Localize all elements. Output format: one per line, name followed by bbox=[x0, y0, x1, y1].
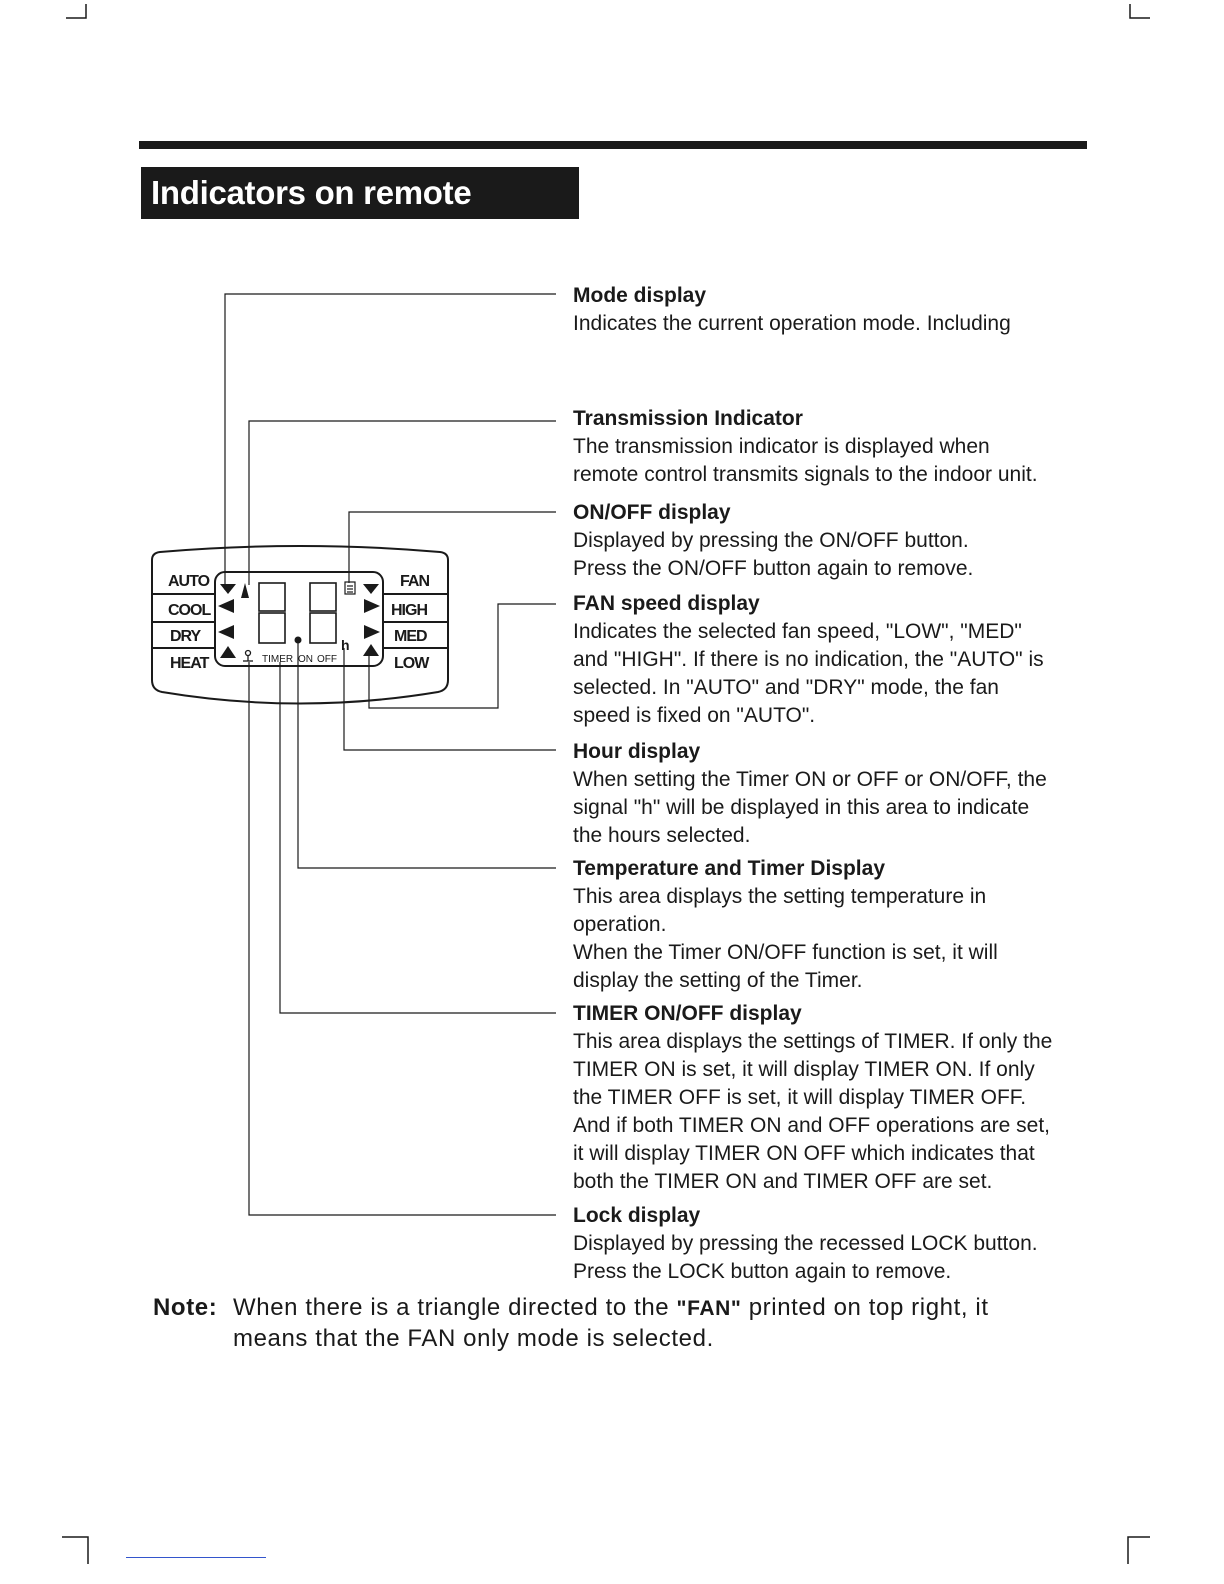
fan-arrow-low bbox=[363, 644, 379, 656]
remote-outline bbox=[152, 546, 448, 704]
note bbox=[153, 1293, 989, 1354]
desc-heading: Transmission Indicator bbox=[573, 407, 803, 430]
transmission-icon bbox=[241, 583, 249, 598]
desc-line: the hours selected. bbox=[573, 824, 751, 847]
desc-line: When the Timer ON/OFF function is set, it will bbox=[573, 941, 998, 964]
on-off-icon bbox=[345, 582, 355, 594]
desc-mode-display bbox=[573, 282, 1113, 338]
timer-off-label: OFF bbox=[317, 654, 337, 665]
desc-line: TIMER ON is set, it will display TIMER ON. If only bbox=[573, 1058, 1035, 1081]
lock-icon bbox=[243, 651, 253, 662]
fan-label-high: HIGH bbox=[391, 602, 427, 619]
desc-line: And if both TIMER ON and OFF operations are set, bbox=[573, 1114, 1050, 1137]
desc-line: This area displays the setting temperature in bbox=[573, 885, 987, 908]
desc-line: Indicates the selected fan speed, "LOW", "MED" bbox=[573, 620, 1022, 643]
desc-line: it will display TIMER ON OFF which indicates that bbox=[573, 1142, 1035, 1165]
desc-line: Press the ON/OFF button again to remove. bbox=[573, 557, 974, 580]
fan-arrow-fan bbox=[363, 584, 379, 594]
lcd-panel bbox=[215, 572, 383, 666]
mode-arrow-cool bbox=[218, 599, 234, 613]
desc-lock-display bbox=[573, 1202, 1113, 1286]
desc-line: When setting the Timer ON or OFF or ON/OFF, the bbox=[573, 768, 1047, 791]
desc-line: This area displays the settings of TIMER. If only the bbox=[573, 1030, 1053, 1053]
timer-on-label: ON bbox=[298, 654, 313, 665]
desc-heading: Temperature and Timer Display bbox=[573, 857, 885, 880]
note-line-2: means that the FAN only mode is selected. bbox=[233, 1325, 714, 1352]
desc-line: signal "h" will be displayed in this area to indicate bbox=[573, 796, 1030, 819]
mode-label-dry: DRY bbox=[170, 628, 201, 645]
desc-heading: TIMER ON/OFF display bbox=[573, 1002, 802, 1025]
desc-line: speed is fixed on "AUTO". bbox=[573, 704, 816, 727]
desc-line: Press the LOCK button again to remove. bbox=[573, 1260, 952, 1283]
note-text-before: When there is a triangle directed to the bbox=[233, 1294, 670, 1321]
desc-heading: Lock display bbox=[573, 1204, 701, 1227]
desc-line: operation. bbox=[573, 913, 667, 936]
digit-2-bottom bbox=[310, 613, 336, 643]
desc-heading: FAN speed display bbox=[573, 592, 760, 615]
desc-heading: ON/OFF display bbox=[573, 501, 731, 524]
desc-heading: Hour display bbox=[573, 740, 701, 763]
leader-temp-timer bbox=[298, 640, 556, 868]
page-title: Indicators on remote control bbox=[141, 167, 579, 219]
desc-line: display the setting of the Timer. bbox=[573, 969, 863, 992]
desc-line: Displayed by pressing the ON/OFF button. bbox=[573, 529, 969, 552]
mode-label-auto: AUTO bbox=[168, 573, 210, 590]
hour-symbol: h bbox=[341, 637, 350, 653]
fan-arrow-high bbox=[364, 599, 380, 613]
desc-line: and "HIGH". If there is no indication, the "AUTO" is bbox=[573, 648, 1044, 671]
desc-line: Indicates the current operation mode. Including bbox=[573, 312, 1011, 335]
note-text-after: printed on top right, it bbox=[748, 1294, 989, 1321]
desc-line: remote control transmits signals to the indoor unit. bbox=[573, 463, 1038, 486]
mode-arrow-heat bbox=[220, 646, 236, 658]
note-fan-highlight: "FAN" bbox=[676, 1297, 742, 1320]
leader-lock bbox=[249, 662, 556, 1215]
desc-line: both the TIMER ON and TIMER OFF are set. bbox=[573, 1170, 993, 1193]
desc-timer-on-off-display bbox=[573, 1000, 1113, 1196]
leader-timer-on-off bbox=[280, 662, 556, 1013]
mode-label-heat: HEAT bbox=[170, 655, 209, 672]
fan-arrow-med bbox=[364, 625, 380, 639]
fan-label-med: MED bbox=[394, 628, 427, 645]
desc-fan-speed-display bbox=[573, 590, 1113, 730]
desc-on-off-display bbox=[573, 499, 1113, 583]
desc-hour-display bbox=[573, 738, 1113, 850]
leader-transmission bbox=[249, 421, 556, 585]
footer-rule bbox=[126, 1557, 266, 1558]
mode-arrow-dry bbox=[218, 625, 234, 639]
desc-line: selected. In "AUTO" and "DRY" mode, the fan bbox=[573, 676, 999, 699]
desc-line: the TIMER OFF is set, it will display TIMER OFF. bbox=[573, 1086, 1027, 1109]
desc-line: Displayed by pressing the recessed LOCK button. bbox=[573, 1232, 1038, 1255]
leader-hour bbox=[344, 648, 556, 750]
mode-label-cool: COOL bbox=[168, 602, 211, 619]
digit-1-top bbox=[259, 583, 285, 611]
timer-label: TIMER bbox=[262, 654, 294, 665]
fan-label-fan: FAN bbox=[400, 573, 429, 590]
mode-arrow-auto bbox=[220, 584, 236, 594]
desc-heading: Mode display bbox=[573, 284, 707, 307]
digit-2-top bbox=[310, 583, 336, 611]
desc-temperature-timer-display bbox=[573, 855, 1113, 995]
desc-transmission-indicator bbox=[573, 405, 1113, 489]
note-label: Note: bbox=[153, 1294, 218, 1321]
fan-label-low: LOW bbox=[394, 655, 429, 672]
desc-line: The transmission indicator is displayed when bbox=[573, 435, 990, 458]
digit-1-bottom bbox=[259, 613, 285, 643]
